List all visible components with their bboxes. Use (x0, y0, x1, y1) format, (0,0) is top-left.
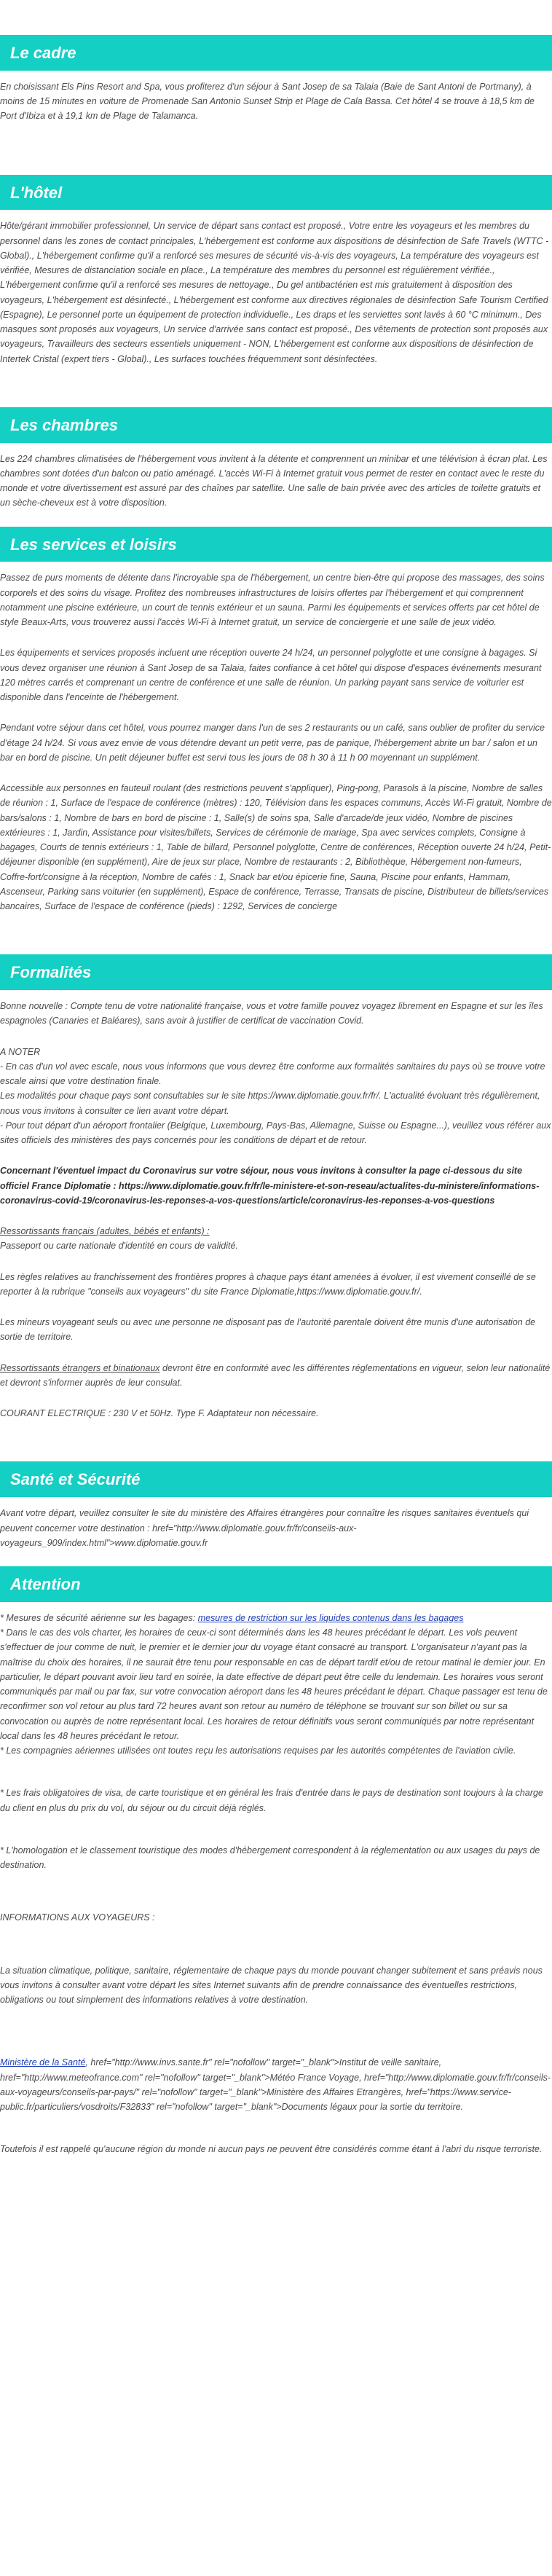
cadre-text: En choisissant Els Pins Resort and Spa, vous profiterez d'un séjour à Sant Josep de sa Talaia (Baie de Sant Antoni de Portmany), à moins de 15 minutes en voiture de Promenade San Antonio Sunset Strip et Plage de Cala Bassa. Cet hôtel 4 se trouve à 18,5 km de Port d'Ibiza et à 19,1 km de Plage de Talamanca. (0, 81, 535, 122)
foreign-nationals-text: devront être en conformité avec les différentes réglementations en vigueur, selon leur nationalité et devront s'informer auprès de leur consulat. (0, 1362, 551, 1388)
info-text: La situation climatique, politique, sanitaire, réglementaire de chaque pays du monde pouvant changer subitement et sans préavis nous vous invitons à consulter avant votre départ les sites Internet suivants afin de prendre connaissance des éventuelles restrictions, obligations ou tout simplement des informations relatives à votre destination. (0, 1965, 543, 2006)
minors-text: Les mineurs voyageant seuls ou avec une personne ne disposant pas de l'autorité parentale doivent être munis d'une autorisation de sortie de territoire. (0, 1317, 536, 1343)
attention-visa-fees: * Les frais obligatoires de visa, de carte touristique et en général les frais d'entrée dans le pays de destination sont toujours à la charge du client en plus du prix du vol, du séjour ou du circuit déjà réglés. (0, 1788, 543, 1813)
foreign-nationals-heading: Ressortissants étrangers et binationaux (0, 1362, 160, 1373)
border-rules: Les règles relatives au franchissement des frontières propres à chaque pays étant amenées à évoluer, il est vivement conseillé de se reporter à la rubrique "conseils aux voyageurs" du site France Diplomatie,https://www.diplomatie.gouv.fr/. (0, 1271, 536, 1297)
note-3: - Pour tout départ d'un aéroport frontalier (Belgique, Luxembourg, Pays-Bas, Allemagne, Suisse ou Espagne...), veuillez vous référer aux sites officiels des ministères des pays concernés pour les conditions de départ et de retour. (0, 1120, 551, 1146)
foreign-nationals (0, 1361, 552, 1391)
french-nationals-heading: Ressortissants français (adultes, bébés et enfants) : (0, 1226, 210, 1237)
page (0, 35, 552, 2157)
attention-charter: * Dans le cas des vols charter, les horaires de ceux-ci sont déterminés dans les 48 heures précédant le départ. Les vols peuvent s'effectuer de jour comme de nuit, le premier et le dernier jour du voyage étant consacré au transport. L'organisateur n'ayant pas la maîtrise du choix des horaires, il ne saurait être tenu pour responsable en cas de départ tardif et/ou de retour matinal le dernier jour. En particulier, le départ pouvant avoir lieu tard en soirée, la date effective de départ peut être celle du lendemain. Les horaires vous seront communiqués par mail ou par fax, sur votre convocation aéroport dans les 48 heures précédant le départ. Chaque passager est tenu de reconfirmer son vol retour au plus tard 72 heures avant son retour au numéro de téléphone se trouvant sur son billet ou sur sa convocation ou auprès de notre représentant local. Les horaires de retour définitifs vous seront communiqués par notre représentant local dans les 48 heures précédant le retour. (0, 1627, 548, 1741)
hotel-text: Hôte/gérant immobilier professionnel, Un service de départ sans contact est proposé., Votre entre les voyageurs et les membres du personnel dans les zones de contact principales, L'hébergement est conforme aux dispositions de désinfection de Safe Travels (WTTC - Global)., L'hébergement confirme qu'il a renforcé ses mesures de sécurité vis-à-vis des voyageurs, La température des voyageurs est vérifiée, Mesures de distanciation sociale en place., La température des membres du personnel est régulièrement vérifiée., L'hébergement confirme qu'il a renforcé ses mesures de nettoyage., Du gel antibactérien est mis gratuitement à disposition des voyageurs, L'hébergement est désinfecté., L'hébergement est conforme aux directives régionales de désinfection Safe Tourism Certified (Espagne), Le personnel porte un équipement de protection individuelle., Les draps et les serviettes sont lavés à 60 °C minimum., Des masques sont proposés aux voyageurs, Un service d'arrivée sans contact est proposé., Des vêtements de protection sont proposés aux voyageurs, Travailleurs des secteurs essentiels uniquement - NON, L'hébergement est conforme aux dispositions de désinfection de Intertek Cristal (expert tiers - Global)., Les surfaces touchées fréquemment sont désinfectées. (0, 221, 549, 364)
sante-text: Avant votre départ, veuillez consulter le site du ministère des Affaires étrangères pour connaître les risques sanitaires éventuels qui peuvent concerner votre destination : href="http://www.diplomatie.gouv.fr/fr/conseils-aux-voyageurs_909/index.html">www.diplomatie.gouv.fr (0, 1508, 529, 1548)
section-title-chambres: Les chambres (0, 407, 552, 443)
section-title-formalites: Formalités (0, 954, 552, 990)
formalites-p1: Bonne nouvelle : Compte tenu de votre nationalité française, vous et votre famille pouvez voyagez librement en Espagne et sur les îles espagnoles (Canaries et Baléares), sans avoir à justifier de certificat de vaccination Covid. (0, 1001, 543, 1026)
attention-p1 (0, 1611, 552, 1625)
attention-homologation: * L'homologation et le classement touristique des modes d'hébergement correspondent à la réglementation ou aux usages du pays de destination. (0, 1845, 540, 1871)
note-heading: A NOTER (0, 1046, 41, 1057)
section-title-services: Les services et loisirs (0, 527, 552, 562)
note-1: - En cas d'un vol avec escale, nous vous informons que vous devrez être conforme aux formalités sanitaires du pays où se trouve votre escale ainsi que votre destination finale. (0, 1061, 545, 1087)
note-2: Les modalités pour chaque pays sont consultables sur le site https://www.diplomatie.gouv.fr/fr/. L'actualité évoluant très régulièrement, nous vous invitons à consulter ce lien avant votre départ. (0, 1091, 540, 1116)
chambres-text: Les 224 chambres climatisées de l'hébergement vous invitent à la détente et comprennent un minibar et une télévision à écran plat. Les chambres sont dotées d'un balcon ou patio aménagé. L'accès Wi-Fi à Internet gratuit vous permet de rester en contact avec le reste du monde et votre divertissement est assuré par des chaînes par satellite. Une salle de bain privée avec des articles de toilette gratuits et un sèche-cheveux est à votre disposition. (0, 453, 548, 508)
services-p1: Passez de purs moments de détente dans l'incroyable spa de l'hébergement, un centre bien-être qui propose des massages, des soins corporels et des soins du visage. Profitez des nombreuses infrastructures de loisirs offertes par l'hébergement et qui comprennent notamment une piscine extérieure, un court de tennis extérieur et un sauna. Parmi les équipements et services offerts par cet hôtel de style Beaux-Arts, vous trouverez aussi l'accès Wi-Fi à Internet gratuit, un service de conciergerie et une salle de jeux vidéo. (0, 573, 545, 628)
info-links-rest: , href="http://www.invs.sante.fr" rel="nofollow" target="_blank">Institut de veille sanitaire, href="http://www.meteofrance.com" rel="nofollow" target="_blank">Météo France Voyage, href="http://www.diplomatie.gouv.fr/fr/conseils-aux-voyageurs/conseils-par-pays/" rel="nofollow" target="_blank">Ministère des Affaires Etrangères, href="https://www.service-public.fr/particuliers/vosdroits/F32833" rel="nofollow" target="_blank">Documents légaux pour la sortie du territoire. (0, 2057, 551, 2113)
services-p3: Pendant votre séjour dans cet hôtel, vous pourrez manger dans l'un de ses 2 restaurants ou un café, sans oublier de profiter du service d'étage 24 h/24. Si vous avez envie de vous détendre devant un petit verre, pas de panique, l'hébergement abrite un bar / salon et un bar en bord de piscine. Un petit déjeuner buffet est servi tous les jours de 08 h 30 à 11 h 00 moyennant un supplément. (0, 723, 545, 763)
electric-current: COURANT ELECTRIQUE : 230 V et 50Hz. Type F. Adaptateur non nécessaire. (0, 1408, 319, 1419)
french-nationals-text: Passeport ou carte nationale d'identité en cours de validité. (0, 1241, 238, 1252)
info-heading: INFORMATIONS AUX VOYAGEURS : (0, 1912, 155, 1923)
services-p2: Les équipements et services proposés incluent une réception ouverte 24 h/24, un personnel polyglotte et une consigne à bagages. Si vous devez organiser une réunion à Sant Josep de sa Talaia, faites confiance à cet hôtel qui dispose d'espaces événements mesurant 120 mètres carrés et comprenant un centre de conférence et une salle de réunion. Un parking payant sans service de voiturier est disponible dans l'enceinte de l'hébergement. (0, 648, 542, 703)
section-title-attention: Attention (0, 1566, 552, 1602)
info-links (0, 2055, 552, 2114)
section-title-hotel: L'hôtel (0, 175, 552, 211)
attention-p1-prefix: * Mesures de sécurité aérienne sur les bagages: (0, 1612, 198, 1623)
section-title-sante: Santé et Sécurité (0, 1461, 552, 1497)
attention-airlines: * Les compagnies aériennes utilisées ont toutes reçu les autorisations requises par les autorités compétentes de l'aviation civile. (0, 1746, 516, 1756)
ministere-sante-link[interactable]: Ministère de la Santé (0, 2057, 86, 2068)
section-title-cadre: Le cadre (0, 35, 552, 71)
liquids-restriction-link[interactable]: mesures de restriction sur les liquides contenus dans les bagages (197, 1612, 464, 1623)
coronavirus-notice: Concernant l'éventuel impact du Coronavirus sur votre séjour, nous vous invitons à consulter la page ci-dessous du site officiel France Diplomatie : https://www.diplomatie.gouv.fr/fr/le-ministere-et-son-reseau/actualites-du-ministere/informations-coronavirus-covid-19/coronavirus-les-reponses-a-vos-questions/article/coronavirus-les-reponses-a-vos-questions (0, 1166, 540, 1206)
services-p4: Accessible aux personnes en fauteuil roulant (des restrictions peuvent s'appliquer), Ping-pong, Parasols à la piscine, Nombre de salles de réunion : 1, Surface de l'espace de conférence (mètres) : 120, Télévision dans les espaces communs, Accès Wi-Fi gratuit, Nombre de bars/salons : 1, Nombre de bars en bord de piscine : 1, Salle(s) de soins spa, Salle d'arcade/de jeux vidéo, Nombre de piscines extérieures : 1, Jardin, Assistance pour visites/billets, Services de cérémonie de mariage, Spa avec services complets, Consigne à bagages, Courts de tennis extérieurs : 1, Table de billard, Personnel polyglotte, Centre de conférences, Réception ouverte 24 h/24, Petit-déjeuner disponible (en supplément), Aire de jeux sur place, Nombre de restaurants : 2, Bibliothèque, Hébergement non-fumeurs, Coffre-fort/consigne à la réception, Nombre de cafés : 1, Snack bar et/ou épicerie fine, Sauna, Piscine pour enfants, Hammam, Ascenseur, Parking sans voiturier (en supplément), Espace de conférence, Terrasse, Transats de piscine, Distributeur de billets/services bancaires, Surface de l'espace de conférence (pieds) : 1292, Services de concierge (0, 783, 552, 912)
terrorism-notice: Toutefois il est rappelé qu'aucune région du monde ni aucun pays ne peuvent être considérés comme étant à l'abri du risque terroriste. (0, 2144, 543, 2155)
